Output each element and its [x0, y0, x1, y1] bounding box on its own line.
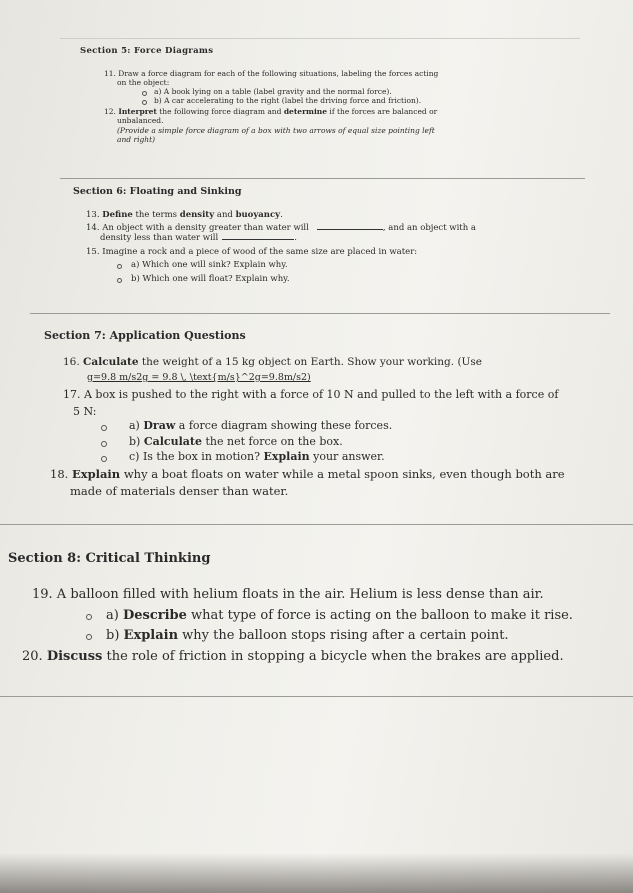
section-5-heading: Section 5: Force Diagrams: [80, 46, 214, 56]
q16-verb-calculate: Calculate: [83, 356, 139, 368]
q19-line1: 19. A balloon filled with helium floats in the air. Helium is less dense than air.: [32, 587, 544, 602]
section-7-heading: Section 7: Application Questions: [44, 329, 246, 342]
bullet-icon: [86, 614, 92, 620]
q15-option-a: a) Which one will sink? Explain why.: [131, 260, 288, 270]
q19-verb-explain: Explain: [123, 628, 179, 643]
q14-line2: density less than water will .: [100, 233, 297, 243]
q16-line1: 16. Calculate the weight of a 15 kg object on Earth. Show your working. (Use: [63, 356, 482, 368]
q12-instruction-line2: and right): [117, 135, 156, 144]
bullet-icon: [117, 264, 122, 269]
section-divider: [0, 696, 633, 697]
bullet-icon: [101, 441, 107, 447]
answer-blank[interactable]: [317, 229, 383, 230]
q17-option-c: c) Is the box in motion? Explain your answer.: [129, 450, 385, 463]
q14-line1: 14. An object with a density greater than water will , and an object with a: [86, 223, 476, 233]
q18-line1: 18. Explain why a boat floats on water while a metal spoon sinks, even though both are: [50, 467, 565, 481]
q12-line2: unbalanced.: [117, 116, 164, 125]
q11-line1: 11. Draw a force diagram for each of the following situations, labeling the forces acting: [104, 69, 439, 78]
q20-verb-discuss: Discuss: [46, 649, 103, 664]
section-8-heading: Section 8: Critical Thinking: [8, 551, 211, 566]
q17-verb-explain: Explain: [263, 450, 310, 463]
bullet-icon: [117, 278, 122, 283]
bullet-icon: [101, 456, 107, 462]
q17-verb-draw: Draw: [143, 419, 176, 432]
bullet-icon: [142, 91, 147, 96]
q12-line1: 12. Interpret the following force diagram and determine if the forces are balanced or: [104, 107, 438, 116]
q17-option-a: a) Draw a force diagram showing these forces.: [129, 419, 393, 432]
term-buoyancy: buoyancy: [235, 210, 281, 220]
q12-verb-determine: determine: [283, 107, 328, 116]
q11-option-a: a) A book lying on a table (label gravity and the normal force).: [154, 87, 392, 96]
q12-verb-interpret: Interpret: [118, 107, 157, 116]
q19-option-a: a) Describe what type of force is acting on the balloon to make it rise.: [106, 608, 573, 623]
answer-blank[interactable]: [222, 239, 294, 240]
q13: 13. Define the terms density and buoyancy.: [86, 210, 283, 220]
q11-line2: on the object:: [117, 78, 170, 87]
q17-line1: 17. A box is pushed to the right with a force of 10 N and pulled to the left with a force of: [63, 388, 559, 401]
q13-verb-define: Define: [102, 210, 133, 220]
q19-verb-describe: Describe: [122, 608, 187, 623]
section-divider: [30, 313, 610, 314]
q18-line2: made of materials denser than water.: [70, 484, 289, 498]
q20: 20. Discuss the role of friction in stopping a bicycle when the brakes are applied.: [22, 649, 564, 664]
section-divider: [0, 524, 633, 525]
q15-line1: 15. Imagine a rock and a piece of wood of the same size are placed in water:: [86, 247, 418, 257]
section-6-heading: Section 6: Floating and Sinking: [73, 186, 242, 197]
section-divider: [60, 178, 585, 179]
q17-line2: 5 N:: [73, 405, 97, 418]
bullet-icon: [101, 425, 107, 431]
photo-shadow: [0, 853, 633, 893]
q15-option-b: b) Which one will float? Explain why.: [131, 274, 290, 284]
q16-formula: g=9.8 m/s2g = 9.8 \, \text{m/s}^2g=9.8m/s2): [87, 372, 311, 383]
q19-option-b: b) Explain why the balloon stops rising after a certain point.: [106, 628, 509, 643]
term-density: density: [179, 210, 215, 220]
q12-instruction-line1: (Provide a simple force diagram of a box with two arrows of equal size pointing left: [117, 126, 435, 135]
q17-option-b: b) Calculate the net force on the box.: [129, 435, 343, 448]
q17-verb-calculate: Calculate: [143, 435, 202, 448]
q18-verb-explain: Explain: [71, 467, 121, 481]
top-divider: [60, 38, 580, 39]
bullet-icon: [142, 100, 147, 105]
bullet-icon: [86, 634, 92, 640]
q11-option-b: b) A car accelerating to the right (label the driving force and friction).: [154, 96, 422, 105]
